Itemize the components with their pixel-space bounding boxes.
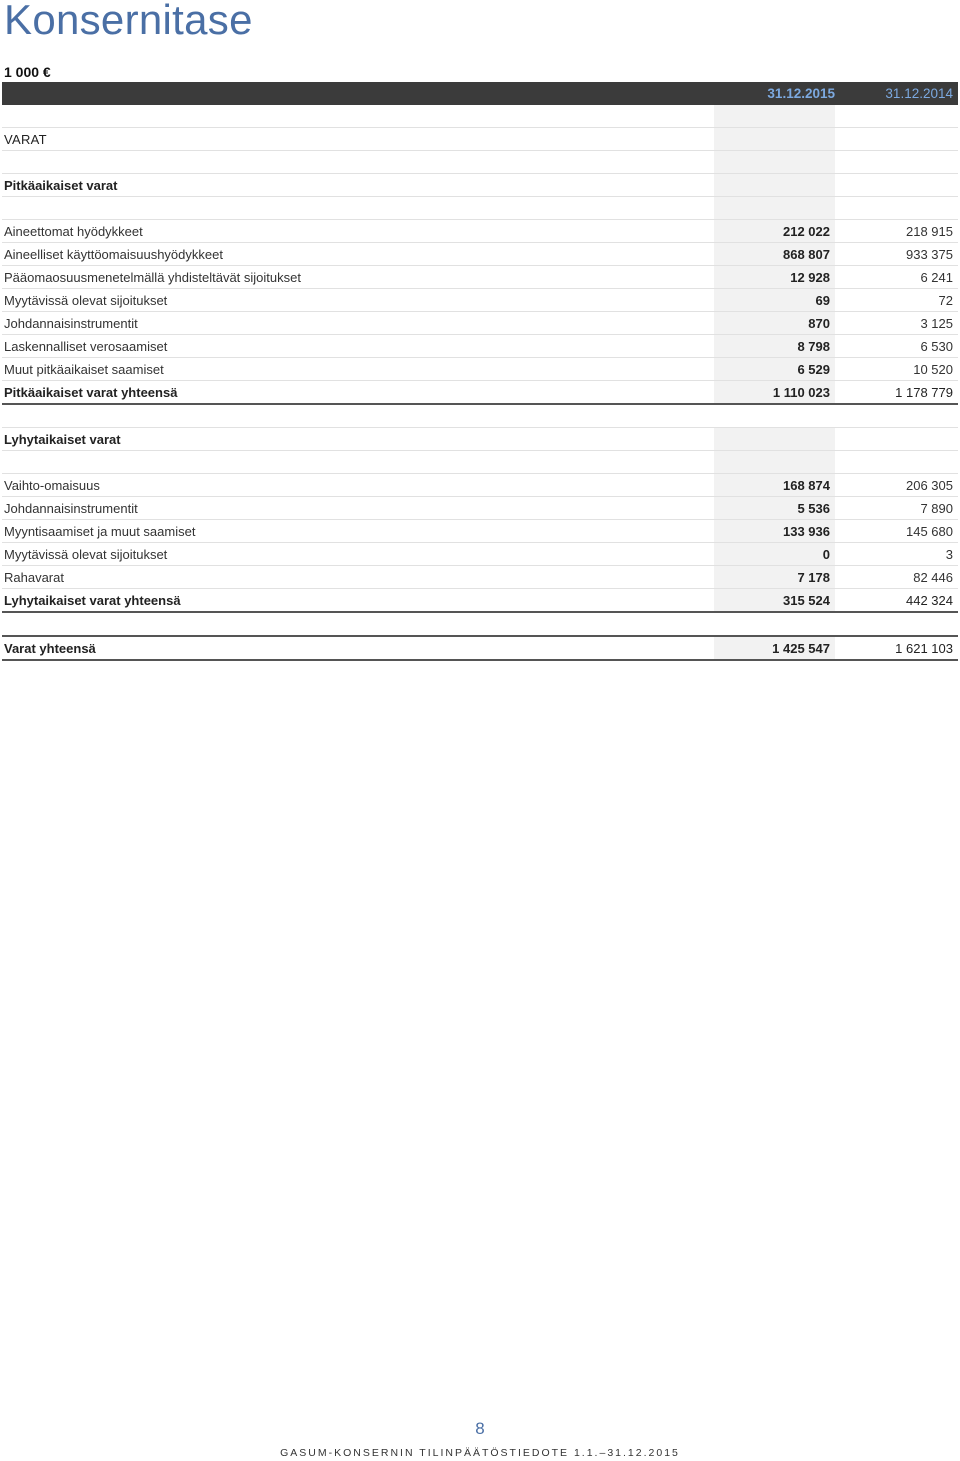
balance-sheet-table — [2, 82, 958, 661]
row-label: Pääomaosuusmenetelmällä yhdisteltävät sijoitukset — [4, 270, 301, 285]
row-label: Myytävissä olevat sijoitukset — [4, 547, 168, 562]
table-row — [2, 474, 958, 497]
short-term-total-row — [2, 589, 958, 613]
table-row — [2, 266, 958, 289]
row-current: 6 529 — [797, 362, 830, 377]
row-current: 868 807 — [783, 247, 830, 262]
row-previous: 218 915 — [906, 224, 953, 239]
row-current: 870 — [808, 316, 830, 331]
row-current: 168 874 — [783, 478, 830, 493]
row-current: 133 936 — [783, 524, 830, 539]
table-row — [2, 497, 958, 520]
spacer-row — [2, 613, 958, 635]
row-previous: 206 305 — [906, 478, 953, 493]
row-current: 69 — [815, 293, 830, 308]
spacer-row — [2, 405, 958, 428]
row-current: 1 425 547 — [772, 641, 830, 656]
long-term-rows — [2, 220, 958, 381]
row-previous: 3 125 — [920, 316, 953, 331]
row-previous: 6 530 — [920, 339, 953, 354]
row-previous: 82 446 — [913, 570, 953, 585]
row-previous: 1 621 103 — [895, 641, 953, 656]
long-term-total-row — [2, 381, 958, 405]
varat-heading: VARAT — [4, 132, 47, 147]
spacer-row — [2, 451, 958, 474]
table-row — [2, 358, 958, 381]
row-label: Aineettomat hyödykkeet — [4, 224, 143, 239]
table-row — [2, 312, 958, 335]
row-current: 0 — [822, 547, 830, 562]
row-current: 12 928 — [790, 270, 830, 285]
page-number: 8 — [475, 1419, 485, 1438]
row-previous: 933 375 — [906, 247, 953, 262]
spacer-row — [2, 197, 958, 220]
section-heading-short-term — [2, 428, 958, 451]
table-row — [2, 520, 958, 543]
row-previous: 3 — [945, 547, 953, 562]
row-label: Varat yhteensä — [4, 641, 96, 656]
table-row — [2, 220, 958, 243]
short-term-rows — [2, 474, 958, 589]
grand-total-row — [2, 635, 958, 661]
row-current: 315 524 — [783, 593, 830, 608]
spacer-row — [2, 151, 958, 174]
spacer-row — [2, 105, 958, 128]
table-row — [2, 243, 958, 266]
table-row — [2, 289, 958, 312]
column-header-previous: 31.12.2014 — [885, 86, 953, 101]
row-previous: 72 — [938, 293, 953, 308]
row-label: Johdannaisinstrumentit — [4, 501, 138, 516]
row-label: Lyhytaikaiset varat yhteensä — [4, 593, 181, 608]
column-header-current: 31.12.2015 — [767, 86, 835, 101]
row-current: 7 178 — [797, 570, 830, 585]
row-label: Johdannaisinstrumentit — [4, 316, 138, 331]
table-header — [2, 82, 958, 105]
row-previous: 1 178 779 — [895, 385, 953, 400]
row-previous: 442 324 — [906, 593, 953, 608]
row-current: 5 536 — [797, 501, 830, 516]
row-previous: 145 680 — [906, 524, 953, 539]
table-row — [2, 543, 958, 566]
short-term-heading: Lyhytaikaiset varat — [4, 432, 121, 447]
row-previous: 6 241 — [920, 270, 953, 285]
section-heading-varat — [2, 128, 958, 151]
row-previous: 7 890 — [920, 501, 953, 516]
row-label: Rahavarat — [4, 570, 64, 585]
table-row — [2, 335, 958, 358]
row-label: Vaihto-omaisuus — [4, 478, 100, 493]
unit-label: 1 000 € — [4, 64, 51, 80]
row-current: 1 110 023 — [772, 385, 830, 400]
row-current: 8 798 — [797, 339, 830, 354]
page-footer: GASUM-KONSERNIN TILINPÄÄTÖSTIEDOTE 1.1.–31.12.2015 — [280, 1447, 680, 1459]
table-row — [2, 566, 958, 589]
section-heading-long-term — [2, 174, 958, 197]
row-label: Myyntisaamiset ja muut saamiset — [4, 524, 196, 539]
row-label: Myytävissä olevat sijoitukset — [4, 293, 168, 308]
page-title: Konsernitase — [4, 0, 253, 43]
row-previous: 10 520 — [913, 362, 953, 377]
row-label: Pitkäaikaiset varat yhteensä — [4, 385, 178, 400]
row-current: 212 022 — [783, 224, 830, 239]
long-term-heading: Pitkäaikaiset varat — [4, 178, 118, 193]
row-label: Muut pitkäaikaiset saamiset — [4, 362, 164, 377]
row-label: Laskennalliset verosaamiset — [4, 339, 168, 354]
row-label: Aineelliset käyttöomaisuushyödykkeet — [4, 247, 223, 262]
